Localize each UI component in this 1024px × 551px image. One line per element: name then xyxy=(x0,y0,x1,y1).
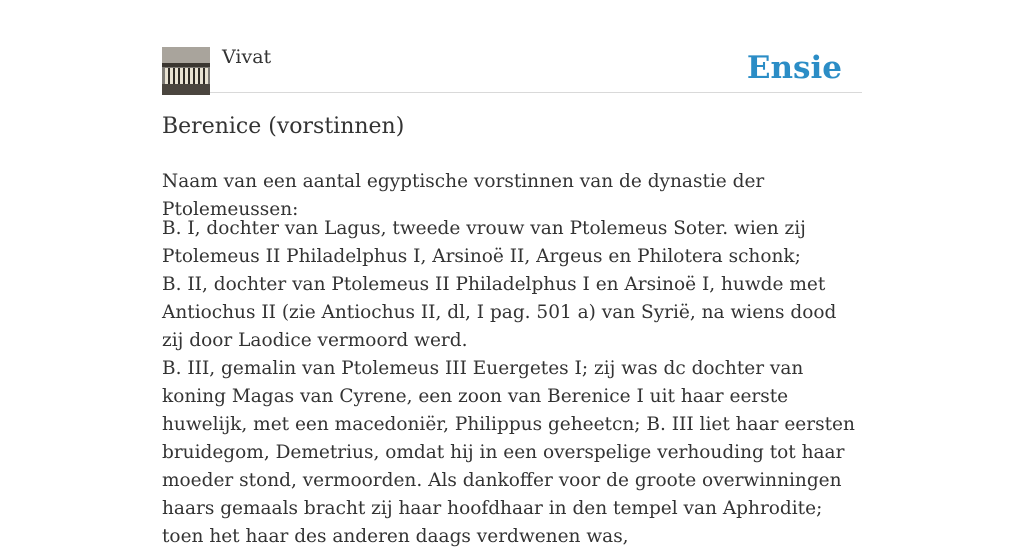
brand-logo[interactable]: Ensie xyxy=(746,50,842,86)
article-page xyxy=(162,0,862,547)
article-body xyxy=(162,215,862,551)
paragraph-berenice-1: B. I, dochter van Lagus, tweede vrouw van Ptolemeus Soter. wien zij Ptolemeus II Philadelphus I, Arsinoë II, Argeus en Philotera schonk; xyxy=(162,218,806,267)
source-name[interactable]: Vivat xyxy=(222,46,272,68)
bookshelf-icon xyxy=(162,47,210,95)
paragraph-berenice-3: B. III, gemalin van Ptolemeus III Euergetes I; zij was dc dochter van koning Magas van Cyrene, een zoon van Berenice I uit haar eerste huwelijk, met een macedoniër, Philippus geheetcn; B. III liet haar eersten bruidegom, Demetrius, omdat hij in een overspelige verhouding tot haar moeder stond, vermoorden. Als dankoffer voor de groote overwinningen haars gemaals bracht zij haar hoofdhaar in den tempel van Aphrodite; toen het haar des anderen daags verdwenen was, xyxy=(162,358,855,547)
article-title: Berenice (vorstinnen) xyxy=(162,114,405,139)
paragraph-berenice-2: B. II, dochter van Ptolemeus II Philadelphus I en Arsinoë I, huwde met Antiochus II (zie Antiochus II, dl, I pag. 501 a) van Syrië, na wiens dood zij door Laodice vermoord werd. xyxy=(162,274,837,351)
article-intro: Naam van een aantal egyptische vorstinnen van de dynastie der Ptolemeussen: xyxy=(162,171,765,220)
source-avatar[interactable] xyxy=(162,47,210,95)
article-header xyxy=(162,0,862,93)
